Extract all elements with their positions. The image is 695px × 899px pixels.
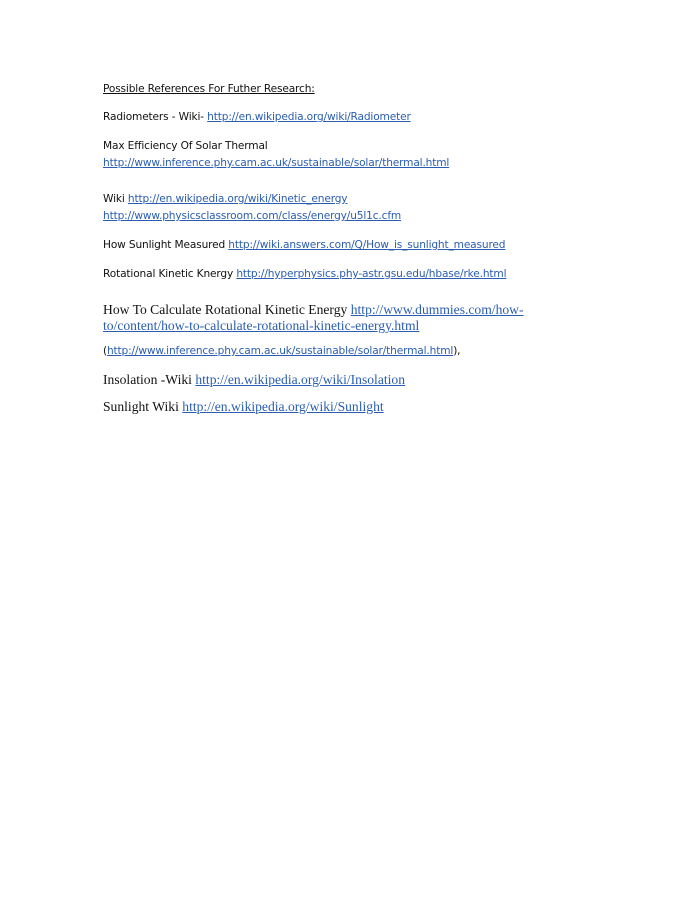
ref-link[interactable]: http://www.physicsclassroom.com/class/energy/u5l1c.cfm — [103, 210, 402, 222]
ref-link[interactable]: http://www.inference.phy.cam.ac.uk/sustainable/solar/thermal.html — [106, 345, 454, 357]
ref-calc-rotational — [103, 302, 524, 318]
ref-radiometers — [103, 111, 411, 123]
ref-link[interactable]: http://en.wikipedia.org/wiki/Sunlight — [182, 399, 384, 414]
ref-insolation — [103, 372, 405, 388]
ref-link[interactable]: http://wiki.answers.com/Q/How_is_sunlight_measured — [228, 239, 506, 251]
ref-link[interactable]: http://en.wikipedia.org/wiki/Insolation — [195, 372, 406, 387]
ref-label: Rotational Kinetic Knergy — [103, 268, 237, 280]
ref-solar-thermal — [103, 157, 449, 169]
ref-label: How To Calculate Rotational Kinetic Energy — [103, 302, 351, 317]
ref-sunlight-measured — [103, 239, 505, 251]
ref-link[interactable]: http://hyperphysics.phy-astr.gsu.edu/hbase/rke.html — [236, 268, 507, 280]
ref-kinetic-energy — [103, 193, 347, 205]
references-heading: Possible References For Futher Research: — [103, 83, 315, 95]
ref-link[interactable]: http://en.wikipedia.org/wiki/Kinetic_energy — [127, 193, 348, 205]
ref-calc-rotational-cont — [103, 318, 419, 334]
ref-solar-thermal-label: Max Efficiency Of Solar Thermal — [103, 140, 268, 152]
ref-label: Insolation -Wiki — [103, 372, 196, 387]
ref-link[interactable]: to/content/how-to-calculate-rotational-kinetic-energy.html — [103, 318, 420, 333]
ref-rotational-kinetic — [103, 268, 506, 280]
ref-link[interactable]: http://en.wikipedia.org/wiki/Radiometer — [207, 111, 411, 123]
ref-label: Radiometers - Wiki- — [103, 111, 208, 123]
ref-label: How Sunlight Measured — [103, 239, 229, 251]
open-paren: ( — [103, 345, 107, 357]
ref-inference-paren — [103, 345, 460, 357]
ref-physicsclassroom — [103, 210, 401, 222]
ref-link[interactable]: http://www.dummies.com/how- — [350, 302, 524, 317]
close-paren: ), — [453, 345, 461, 357]
ref-link[interactable]: http://www.inference.phy.cam.ac.uk/sustainable/solar/thermal.html — [103, 157, 450, 169]
ref-label: Sunlight Wiki — [103, 399, 183, 414]
ref-label: Wiki — [103, 193, 128, 205]
ref-sunlight-wiki — [103, 399, 384, 415]
